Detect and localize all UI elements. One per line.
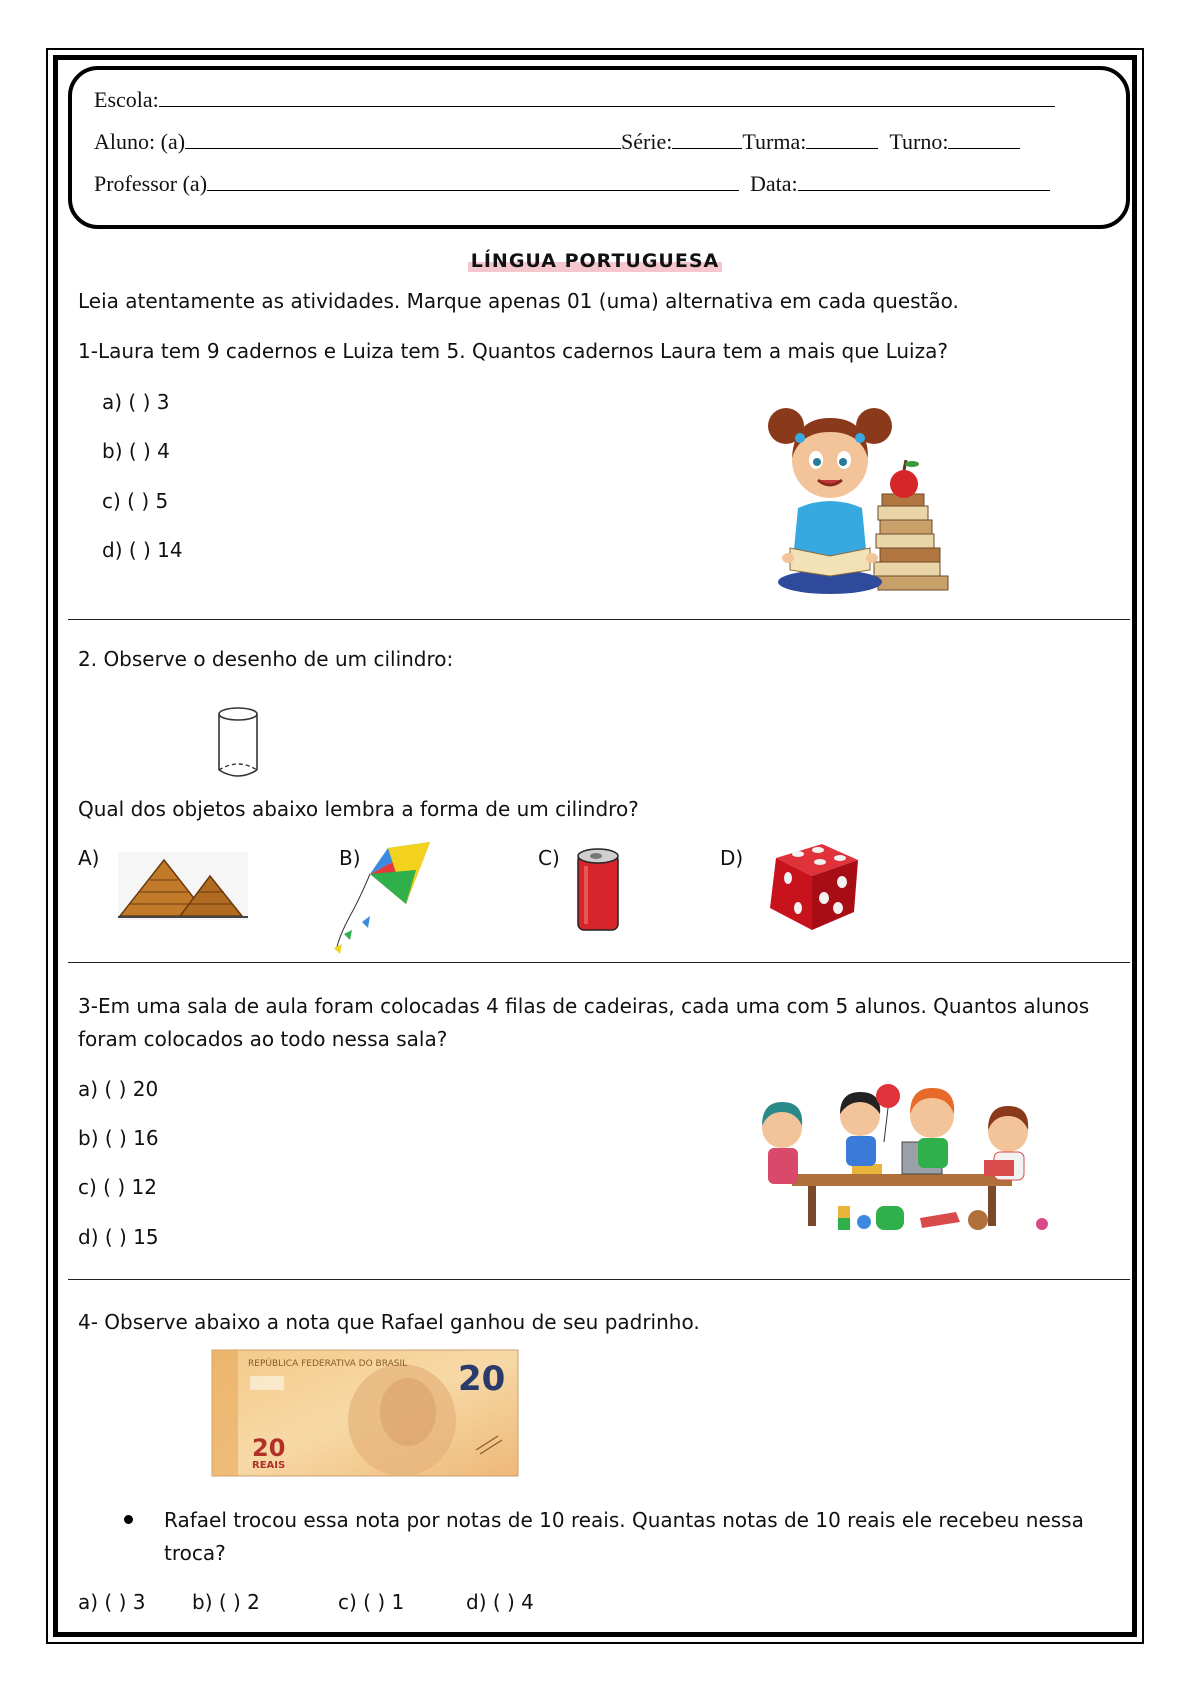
banknote-country: REPÚBLICA FEDERATIVA DO BRASIL <box>248 1359 408 1369</box>
data-field[interactable] <box>798 170 1050 191</box>
professor-field[interactable] <box>207 170 739 191</box>
turma-field[interactable] <box>806 128 878 149</box>
aluno-field[interactable] <box>185 128 621 149</box>
q4-option-c[interactable]: c) ( ) 1 <box>338 1590 405 1614</box>
banknote-value-bottom: 20 <box>252 1434 286 1462</box>
instructions: Leia atentamente as atividades. Marque apenas 01 (uma) alternativa em cada questão. <box>78 289 959 313</box>
escola-field[interactable] <box>159 86 1055 107</box>
q4-option-b[interactable]: b) ( ) 2 <box>192 1590 260 1614</box>
banknote-currency: REAIS <box>252 1460 286 1471</box>
turno-field[interactable] <box>948 128 1020 149</box>
bullet-dot <box>124 1515 133 1524</box>
escola-label: Escola: <box>94 87 159 112</box>
q3-option-b[interactable]: b) ( ) 16 <box>78 1126 159 1150</box>
soda-can-icon[interactable] <box>574 846 622 934</box>
banknote-value-top: 20 <box>458 1359 506 1399</box>
q3-text-line2: foram colocados ao todo nessa sala? <box>78 1027 448 1051</box>
turno-label: Turno: <box>889 129 949 154</box>
q3-option-c[interactable]: c) ( ) 12 <box>78 1175 157 1199</box>
separator-1 <box>68 619 1130 620</box>
aluno-label: Aluno: (a) <box>94 129 186 154</box>
data-label: Data: <box>750 171 798 196</box>
q4-bullet-line2: troca? <box>164 1541 226 1565</box>
professor-row <box>94 170 1050 197</box>
q2-label-d[interactable]: D) <box>720 846 744 870</box>
kite-icon[interactable] <box>330 838 440 956</box>
q2-question: Qual dos objetos abaixo lembra a forma de um cilindro? <box>78 797 639 821</box>
q1-option-d[interactable]: d) ( ) 14 <box>102 538 183 562</box>
q2-label-c[interactable]: C) <box>538 846 560 870</box>
separator-3 <box>68 1279 1130 1280</box>
subject-text: LÍNGUA PORTUGUESA <box>468 250 722 272</box>
q3-option-a[interactable]: a) ( ) 20 <box>78 1077 159 1101</box>
escola-row <box>94 86 1055 113</box>
serie-field[interactable] <box>672 128 742 149</box>
turma-label: Turma: <box>742 129 807 154</box>
q4-bullet-line1: Rafael trocou essa nota por notas de 10 reais. Quantas notas de 10 reais ele recebeu nessa <box>164 1508 1084 1532</box>
separator-2 <box>68 962 1130 963</box>
children-classroom-illustration <box>752 1082 1056 1240</box>
serie-label: Série: <box>621 129 673 154</box>
q1-option-a[interactable]: a) ( ) 3 <box>102 390 170 414</box>
q2-text: 2. Observe o desenho de um cilindro: <box>78 647 454 671</box>
q4-option-a[interactable]: a) ( ) 3 <box>78 1590 146 1614</box>
q4-option-d[interactable]: d) ( ) 4 <box>466 1590 534 1614</box>
red-die-icon[interactable] <box>762 838 862 934</box>
q2-label-b[interactable]: B) <box>339 846 361 870</box>
banknote-20-reais <box>212 1350 518 1476</box>
q1-option-b[interactable]: b) ( ) 4 <box>102 439 170 463</box>
subject-title <box>0 250 1190 272</box>
q2-label-a[interactable]: A) <box>78 846 100 870</box>
professor-label: Professor (a) <box>94 171 208 196</box>
q1-text: 1-Laura tem 9 cadernos e Luiza tem 5. Quantos cadernos Laura tem a mais que Luiza? <box>78 339 948 363</box>
q1-option-c[interactable]: c) ( ) 5 <box>102 489 169 513</box>
cylinder-drawing <box>216 706 260 778</box>
girl-reading-illustration <box>770 398 956 594</box>
pyramids-icon[interactable] <box>118 852 248 920</box>
q4-text: 4- Observe abaixo a nota que Rafael ganhou de seu padrinho. <box>78 1310 700 1334</box>
q3-option-d[interactable]: d) ( ) 15 <box>78 1225 159 1249</box>
q3-text-line1: 3-Em uma sala de aula foram colocadas 4 filas de cadeiras, cada uma com 5 alunos. Quantos alunos <box>78 994 1090 1018</box>
aluno-row <box>94 128 1020 155</box>
